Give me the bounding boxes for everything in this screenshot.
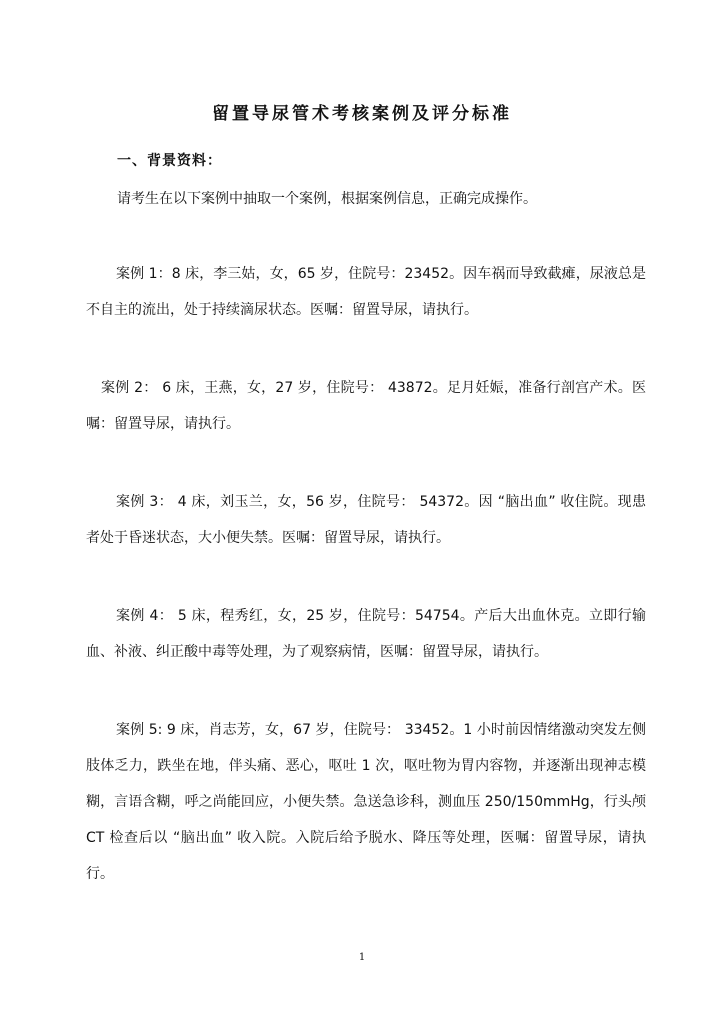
document-title: 留置导尿管术考核案例及评分标准 [212, 104, 512, 124]
intro-paragraph: 请考生在以下案例中抽取一个案例，根据案例信息，正确完成操作。 [117, 191, 537, 207]
case-1-paragraph: 案例 1：8 床，李三姑，女，65 岁，住院号：23452。因车祸而导致截瘫，尿液总是不自主的流出，处于持续滴尿状态。医嘱：留置导尿，请执行。 [86, 266, 646, 318]
case-3-paragraph: 案例 3： 4 床，刘玉兰，女，56 岁，住院号： 54372。因 “脑出血” 收住院。现患者处于昏迷状态，大小便失禁。医嘱：留置导尿，请执行。 [86, 494, 646, 546]
case-2-paragraph: 案例 2： 6 床，王燕，女，27 岁，住院号： 43872。足月妊娠，准备行剖宫产术。医嘱：留置导尿，请执行。 [86, 380, 646, 432]
section-heading: 一、背景资料： [117, 153, 222, 169]
case-5-paragraph: 案例 5: 9 床，肖志芳，女，67 岁，住院号： 33452。1 小时前因情绪激动突发左侧肢体乏力，跌坐在地，伴头痛、恶心，呕吐 1 次，呕吐物为胃内容物，并逐渐出现神志模糊，言语含糊，呼之尚能回应，小便失禁。急送急诊科，测血压 250/150mmHg，行头颅 CT 检查后以 “脑出血” 收入院。入院后给予脱水、降压等处理，医嘱：留置导尿，请执行。 [86, 722, 646, 882]
page-number: 1 [358, 952, 366, 963]
case-4-paragraph: 案例 4： 5 床，程秀红，女，25 岁，住院号：54754。产后大出血休克。立即行输血、补液、纠正酸中毒等处理，为了观察病情，医嘱：留置导尿，请执行。 [86, 608, 646, 660]
